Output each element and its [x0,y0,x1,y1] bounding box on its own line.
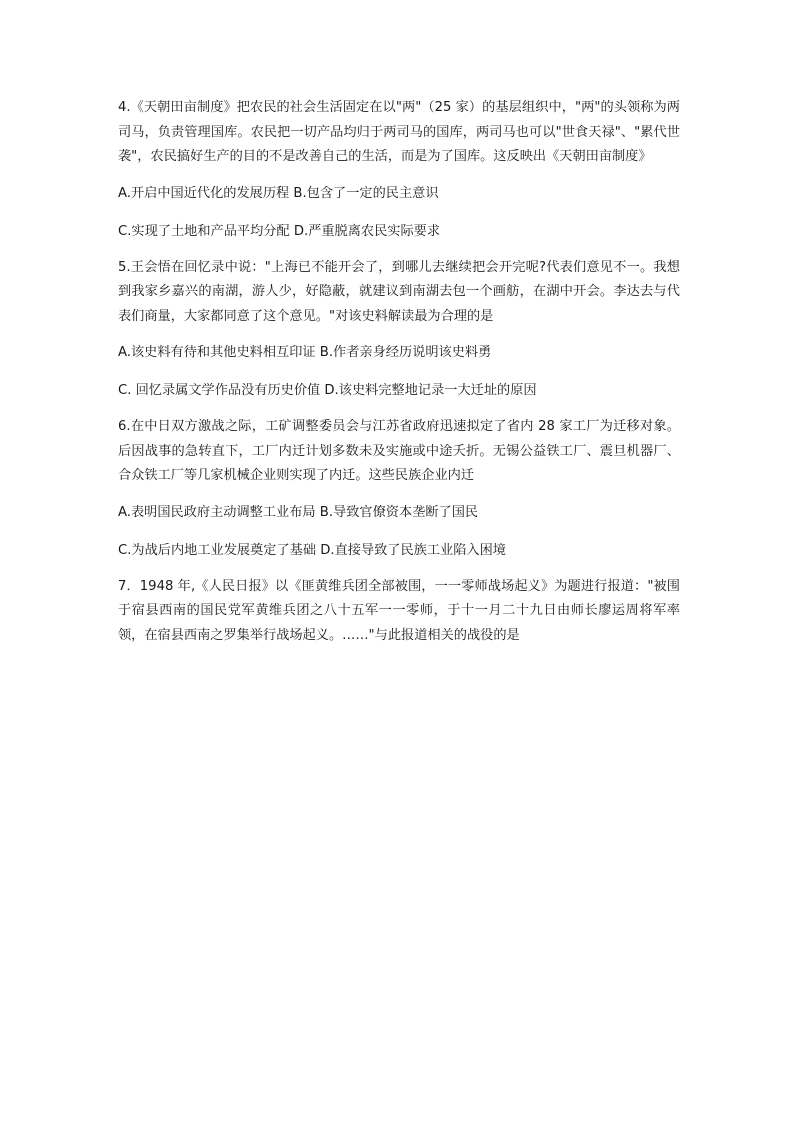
question-7 [118,575,680,649]
question-4-options-ab: A.开启中国近代化的发展历程 B.包含了一定的民主意识 [118,185,439,201]
question-list [118,96,680,660]
question-4 [118,96,680,244]
question-5-options-cd: C. 回忆录属文学作品没有历史价值 D.该史料完整地记录一大迁址的原因 [118,383,537,398]
question-7-stem: 7．1948 年,《人民日报》以《匪黄维兵团全部被围，一一零师战场起义》为题进行报道："被围于宿县西南的国民党军黄维兵团之八十五军一一零师，于十一月二十九日由师长廖运周将军率领，在宿县西南之罗集举行战场起义。……"与此报道相关的战役的是 [118,578,680,643]
question-6-stem: 6.在中日双方激战之际，工矿调整委员会与江苏省政府迅速拟定了省内 28 家工厂为迁移对象。后因战事的急转直下，工厂内迁计划多数未及实施或中途夭折。无锡公益铁工厂、震旦机器厂、合众铁工厂等几家机械企业则实现了内迁。这些民族企业内迁 [118,419,680,483]
question-6-options-ab: A.表明国民政府主动调整工业布局 B.导致官僚资本垄断了国民 [118,504,479,520]
question-5-options-ab: A.该史料有待和其他史料相互印证 B.作者亲身经历说明该史料勇 [118,345,492,360]
question-4-stem: 4.《天朝田亩制度》把农民的社会生活固定在以"两"（25 家）的基层组织中，"两"的头领称为两司马，负责管理国库。农民把一切产品均归于两司马的国库，两司马也可以"世食天禄"、"累代世袭"，农民搞好生产的目的不是改善自己的生活，而是为了国库。这反映出《天朝田亩制度》 [118,100,680,164]
question-5 [118,256,680,404]
question-6-options-cd: C.为战后内地工业发展奠定了基础 D.直接导致了民族工业陷入困境 [118,542,506,558]
question-5-stem: 5.王会悟在回忆录中说："上海已不能开会了，到哪儿去继续把会开完呢?代表们意见不一。我想到我家乡嘉兴的南湖，游人少，好隐蔽，就建议到南湖去包一个画舫，在湖中开会。李达去与代表们商量，大家都同意了这个意见。"对该史料解读最为合理的是 [118,259,680,324]
question-4-options-cd: C.实现了土地和产品平均分配 D.严重脱离农民实际要求 [118,223,441,239]
question-6 [118,415,680,563]
